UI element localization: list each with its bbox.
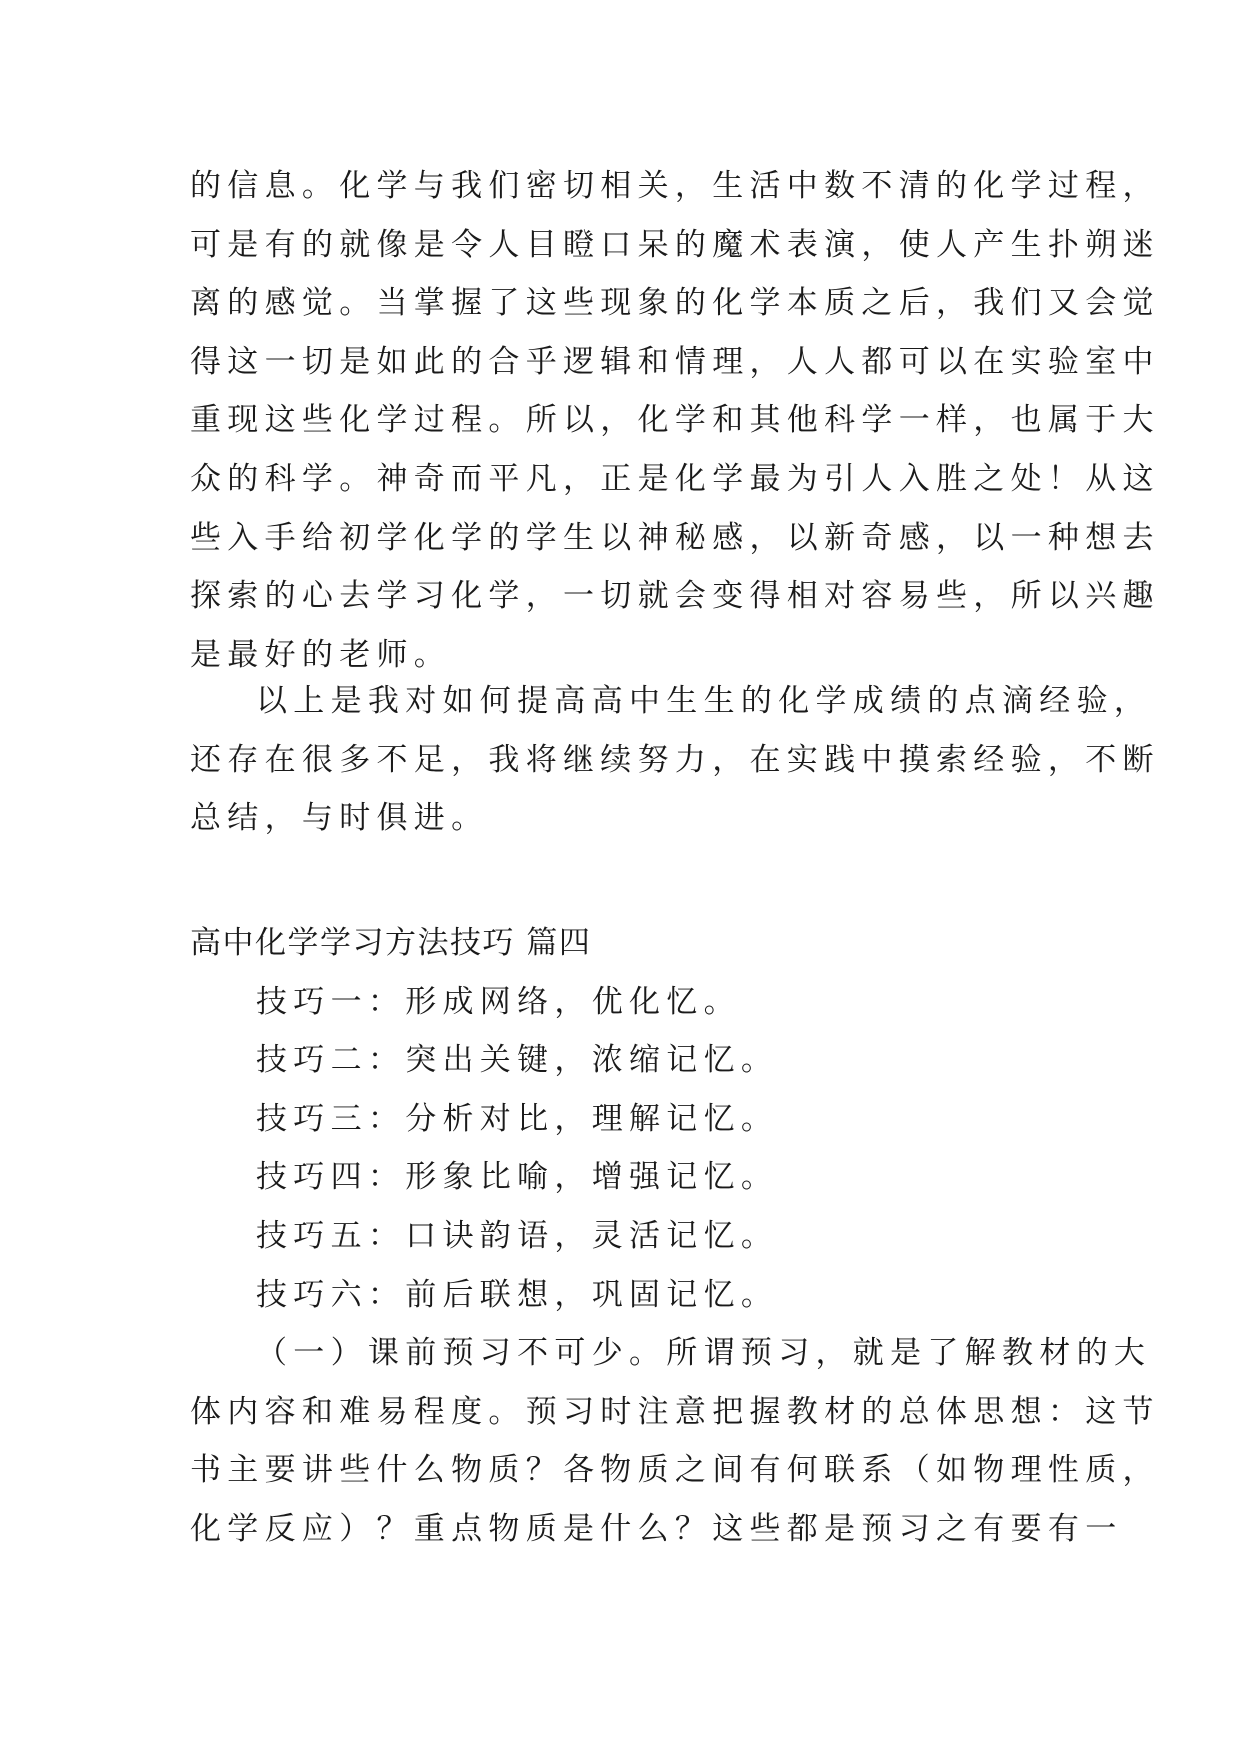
text-line: 众的科学。神奇而平凡，正是化学最为引人入胜之处！从这 — [190, 460, 1160, 497]
tip-item: 技巧三：分析对比，理解记忆。 — [256, 1100, 779, 1137]
tip-item: 技巧六：前后联想，巩固记忆。 — [256, 1276, 779, 1313]
text-line: 的信息。化学与我们密切相关，生活中数不清的化学过程， — [190, 168, 1160, 204]
tip-item: 技巧一：形成网络，优化忆。 — [256, 983, 741, 1020]
text-line: 可是有的就像是令人目瞪口呆的魔术表演，使人产生扑朔迷 — [190, 226, 1160, 263]
paragraph-chemistry-interest — [190, 157, 1160, 684]
tip-item: 技巧二：突出关键，浓缩记忆。 — [256, 1042, 779, 1079]
text-line: 书主要讲些什么物质？各物质之间有何联系（如物理性质， — [190, 1452, 1160, 1489]
tip-item: 技巧五：口诀韵语，灵活记忆。 — [256, 1217, 779, 1254]
section-heading: 高中化学学习方法技巧 篇四 — [190, 925, 592, 961]
text-line: 体内容和难易程度。预习时注意把握教材的总体思想：这节 — [190, 1393, 1160, 1430]
text-line: 重现这些化学过程。所以，化学和其他科学一样，也属于大 — [190, 402, 1160, 439]
text-line: 化学反应）？重点物质是什么？这些都是预习之有要有一 — [190, 1510, 1123, 1547]
section-study-tips — [190, 914, 1160, 1559]
text-line: 探索的心去学习化学，一切就会变得相对容易些，所以兴趣 — [190, 578, 1160, 615]
text-line: 离的感觉。当掌握了这些现象的化学本质之后，我们又会觉 — [190, 285, 1160, 322]
text-line: 得这一切是如此的合乎逻辑和情理，人人都可以在实验室中 — [190, 343, 1160, 380]
text-line: 些入手给初学化学的学生以神秘感，以新奇感，以一种想去 — [190, 519, 1160, 556]
text-line: 还存在很多不足，我将继续努力，在实践中摸索经验，不断 — [190, 741, 1160, 778]
text-line: （一）课前预习不可少。所谓预习，就是了解教材的大 — [256, 1335, 1152, 1372]
text-line: 以上是我对如何提高高中生生的化学成绩的点滴经验， — [256, 683, 1152, 719]
paragraph-summary — [190, 672, 1160, 848]
text-line: 是最好的老师。 — [190, 636, 452, 673]
tip-item: 技巧四：形象比喻，增强记忆。 — [256, 1159, 779, 1196]
text-line: 总结，与时俱进。 — [190, 800, 489, 837]
